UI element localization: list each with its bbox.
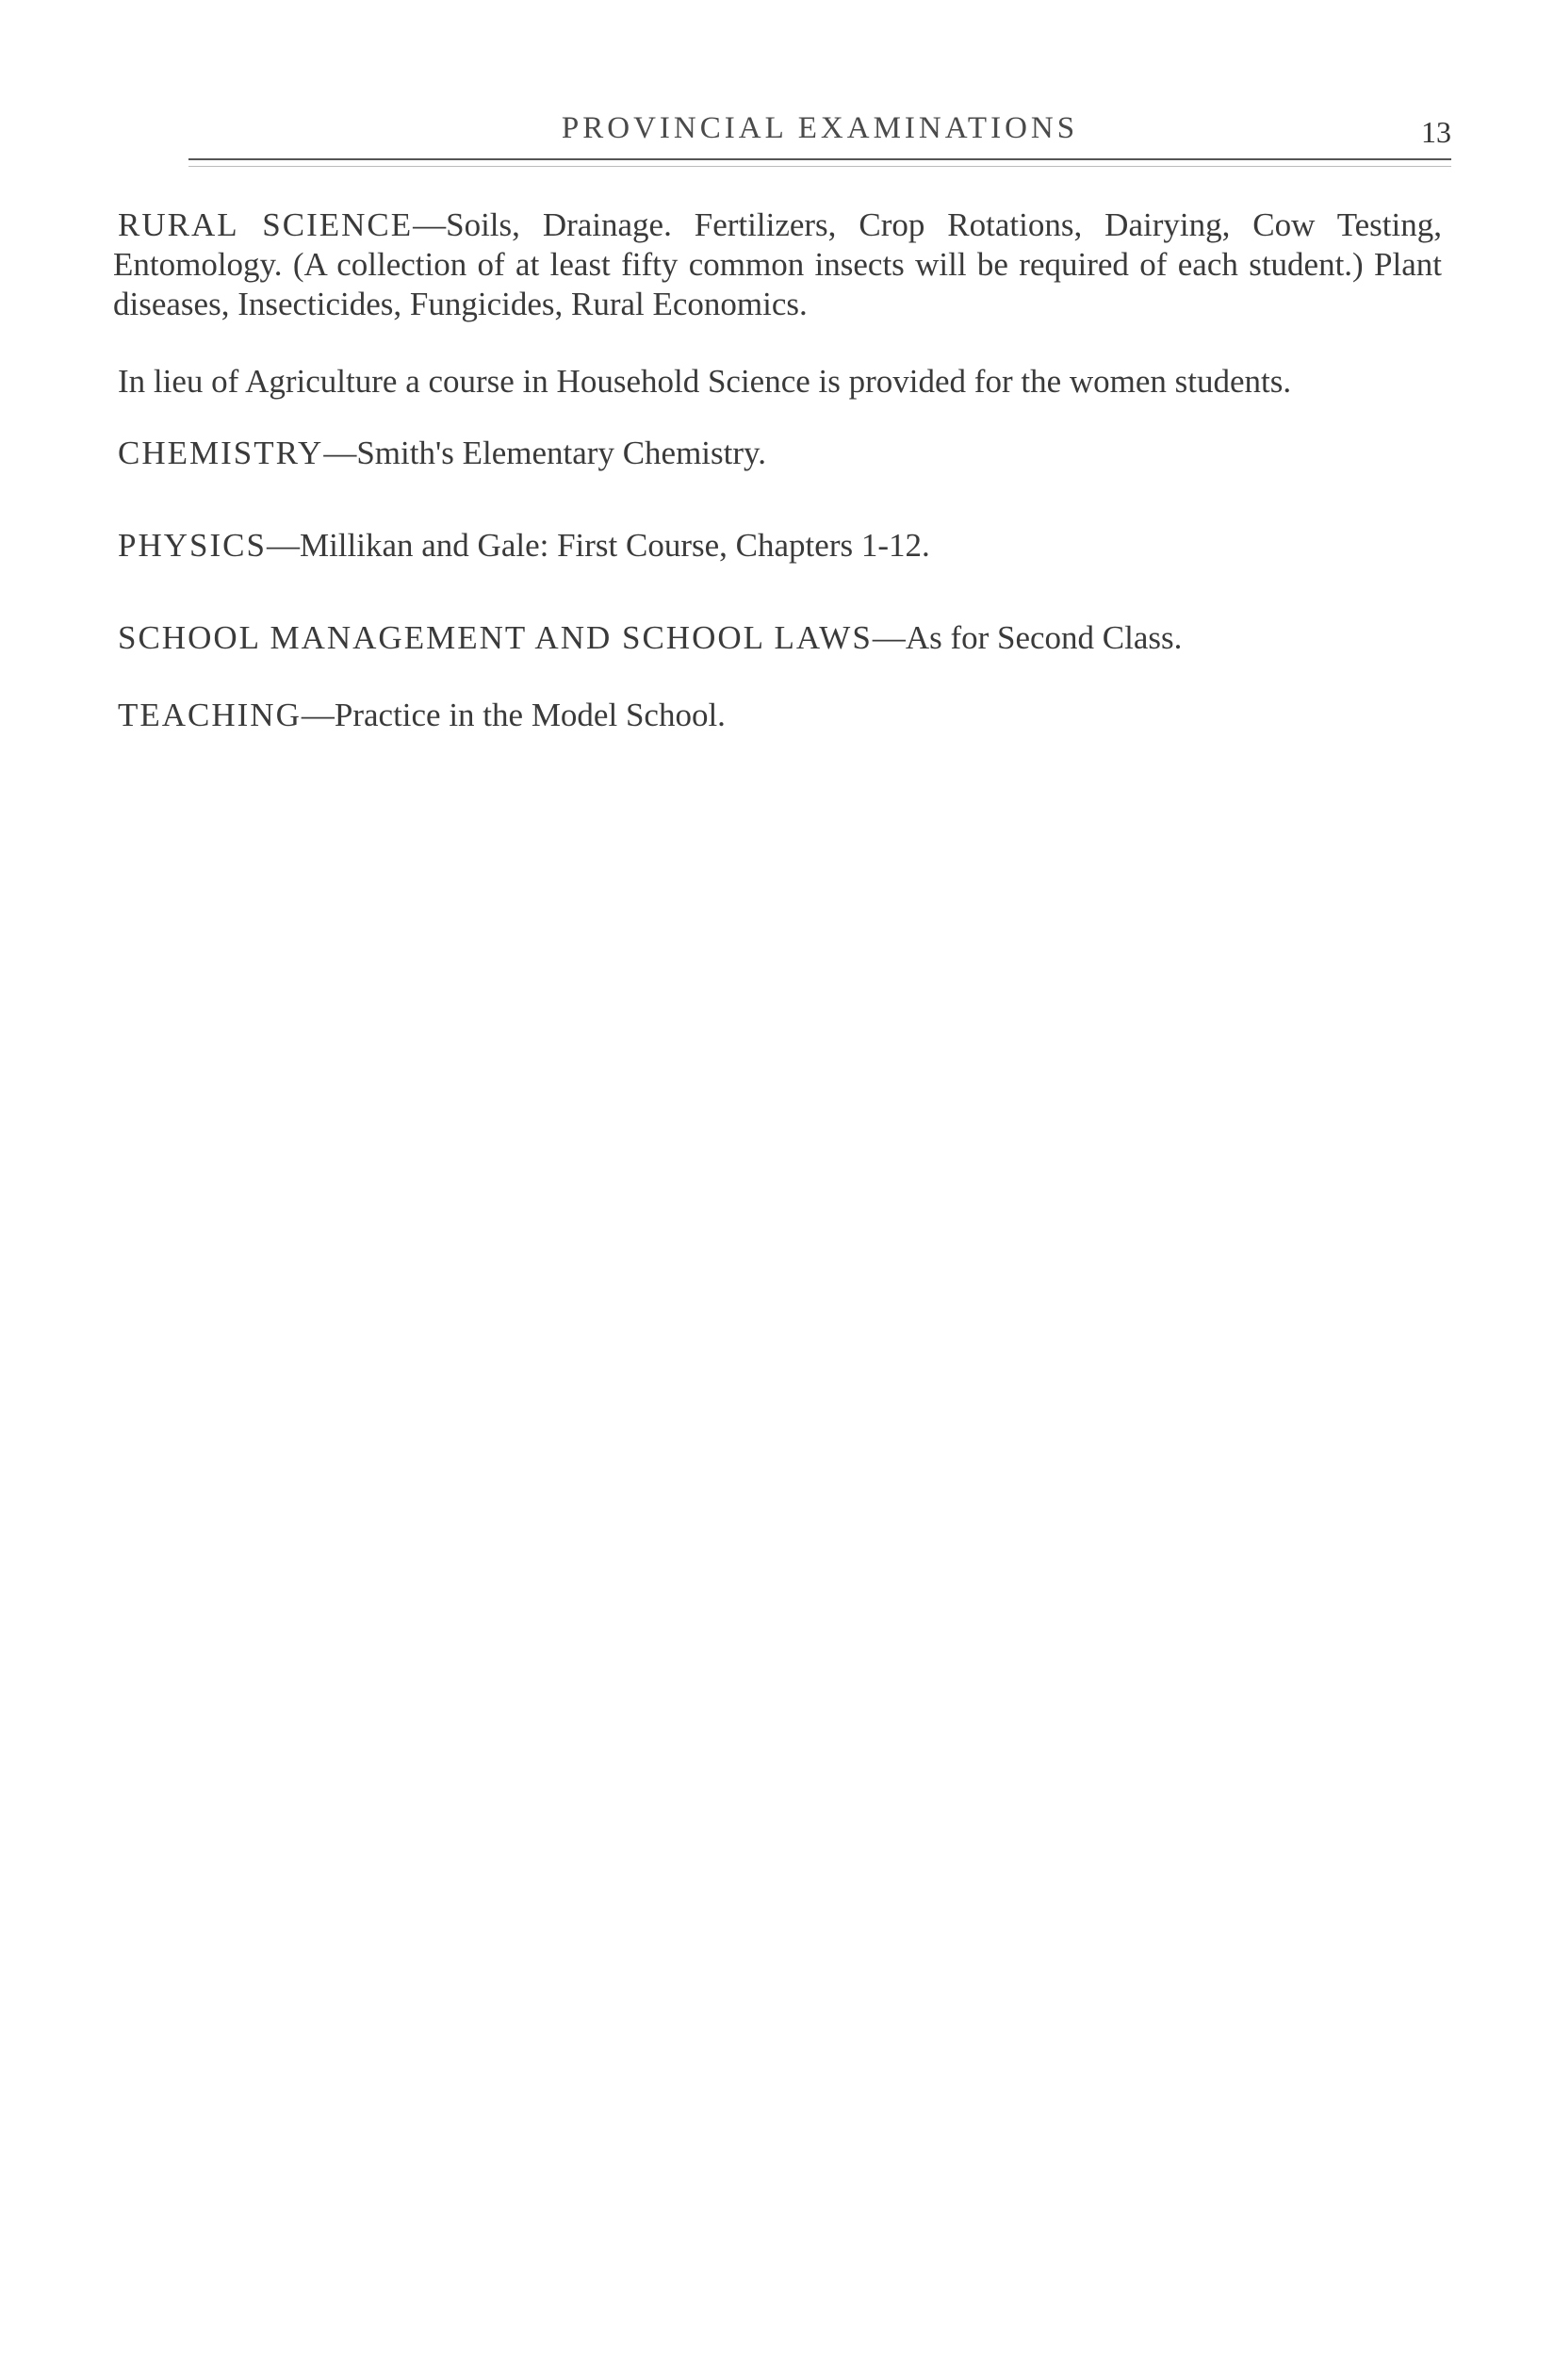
page-header [188,111,1451,158]
paragraph-rural-science [113,205,1442,324]
paragraph-text: —As for Second Class. [872,619,1183,656]
header-rule-thin [188,166,1451,167]
paragraph-chemistry [113,434,1442,473]
paragraph-heading: CHEMISTRY [118,435,324,471]
page-number: 13 [1421,115,1451,149]
paragraph-school-management [113,618,1442,658]
body-text [113,205,1442,773]
running-head: PROVINCIAL EXAMINATIONS [561,111,1079,145]
paragraph-household-science [113,362,1442,402]
paragraph-text: In lieu of Agriculture a course in Household Science is provided for the women students. [118,363,1292,400]
paragraph-text: —Smith's Elementary Chemistry. [323,435,766,471]
paragraph-heading: TEACHING [118,697,302,733]
paragraph-physics [113,526,1442,566]
paragraph-text: —Practice in the Model School. [301,697,726,733]
paragraph-heading: RURAL SCIENCE [118,206,414,243]
paragraph-text: —Millikan and Gale: First Course, Chapters 1-12. [266,527,930,564]
paragraph-heading: SCHOOL MANAGEMENT AND SCHOOL LAWS [118,619,873,656]
paragraph-text: —Soils, Drainage. Fertilizers, Crop Rotations, Dairying, Cow Testing, Entomology. (A collection of at least fifty common insects will be required of each student.) Plant diseases, Insecticides, Fungicides, Rural Economics. [113,206,1442,322]
header-rule [188,158,1451,160]
paragraph-teaching [113,696,1442,735]
paragraph-heading: PHYSICS [118,527,267,564]
